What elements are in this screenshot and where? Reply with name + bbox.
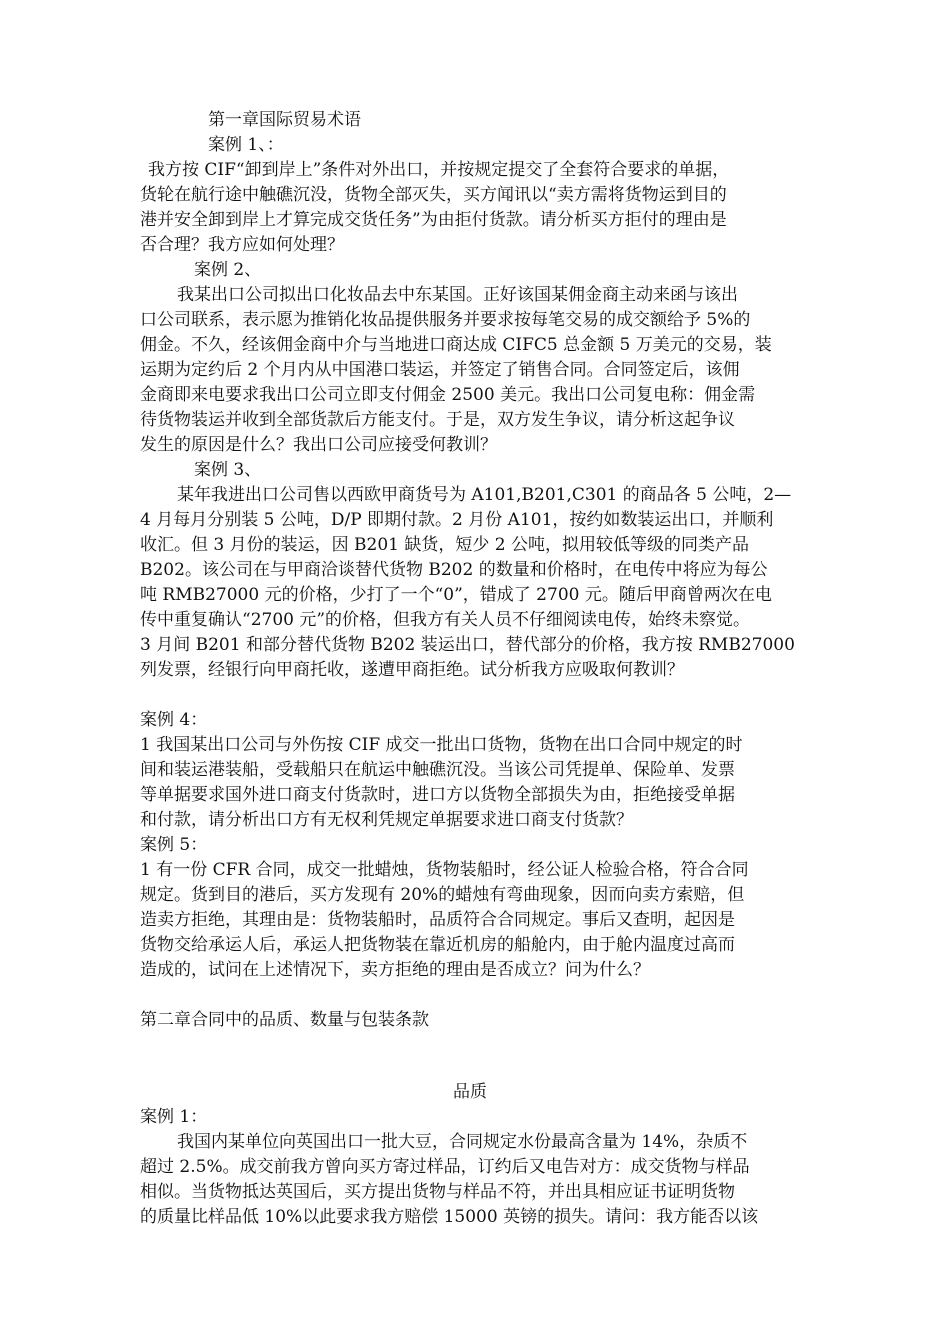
- case-3-line: 3 月间 B201 和部分替代货物 B202 装运出口，替代部分的价格，我方按 RMB27000: [140, 635, 795, 655]
- case-3-line: 4 月每月分别装 5 公吨，D/P 即期付款。2 月份 A101，按约如数装运出口，并顺利: [140, 510, 774, 530]
- case-1-line: 港并安全卸到岸上才算完成交货任务”为由拒付货款。请分析买方拒付的理由是: [140, 210, 727, 230]
- case-1-label: 案例 1、：: [208, 135, 284, 155]
- quality-case-1-line: 的质量比样品低 10%以此要求我方赔偿 15000 英镑的损失。请问：我方能否以该: [140, 1207, 759, 1227]
- case-4-line: 间和装运港装船，受载船只在航运中触礁沉没。当该公司凭提单、保险单、发票: [140, 760, 735, 780]
- case-3-line: B202。该公司在与甲商洽谈替代货物 B202 的数量和价格时，在电传中将应为每公: [140, 560, 768, 580]
- quality-case-1-label: 案例 1：: [140, 1107, 208, 1127]
- case-5-line: 1 有一份 CFR 合同，成交一批蜡烛，货物装船时，经公证人检验合格，符合合同: [140, 860, 749, 880]
- case-3-label: 案例 3、: [194, 460, 262, 480]
- case-4-line: 和付款，请分析出口方有无权利凭规定单据要求进口商支付货款？: [140, 810, 633, 830]
- quality-case-1-line: 我国内某单位向英国出口一批大豆，合同规定水份最高含量为 14%，杂质不: [177, 1132, 748, 1152]
- case-3-line: 收汇。但 3 月份的装运，因 B201 缺货，短少 2 公吨，拟用较低等级的同类产品: [140, 535, 749, 555]
- case-5-line: 造成的，试问在上述情况下，卖方拒绝的理由是否成立？问为什么？: [140, 960, 650, 980]
- case-3-line: 传中重复确认“2700 元”的价格，但我方有关人员不仔细阅读电传，始终未察觉。: [140, 610, 751, 630]
- chapter-1-title: 第一章国际贸易术语: [208, 110, 361, 130]
- quality-case-1-line: 超过 2.5%。成交前我方曾向买方寄过样品，订约后又电告对方：成交货物与样品: [140, 1157, 750, 1177]
- chapter-2-title: 第二章合同中的品质、数量与包装条款: [140, 1010, 429, 1030]
- quality-case-1-line: 相似。当货物抵达英国后，买方提出货物与样品不符，并出具相应证书证明货物: [140, 1182, 735, 1202]
- section-title-quality: 品质: [453, 1082, 487, 1102]
- case-5-line: 规定。货到目的港后，买方发现有 20%的蜡烛有弯曲现象，因而向卖方索赔，但: [140, 885, 745, 905]
- case-5-line: 造卖方拒绝，其理由是：货物装船时，品质符合合同规定。事后又查明，起因是: [140, 910, 735, 930]
- case-1-line: 我方按 CIF“卸到岸上”条件对外出口，并按规定提交了全套符合要求的单据，: [148, 160, 730, 180]
- blank-line: [140, 1033, 812, 1058]
- blank-line: [140, 683, 812, 708]
- case-2-line: 佣金。不久，经该佣金商中介与当地进口商达成 CIFC5 总金额 5 万美元的交易，装: [140, 335, 772, 355]
- blank-line: [140, 1058, 812, 1080]
- case-2-line: 金商即来电要求我出口公司立即支付佣金 2500 美元。我出口公司复电称：佣金需: [140, 385, 756, 405]
- case-2-line: 运期为定约后 2 个月内从中国港口装运，并签定了销售合同。合同签定后，该佣: [140, 360, 740, 380]
- case-5-line: 货物交给承运人后，承运人把货物装在靠近机房的船舱内，由于舱内温度过高而: [140, 935, 735, 955]
- case-1-line: 否合理？我方应如何处理？: [140, 235, 344, 255]
- case-3-line: 某年我进出口公司售以西欧甲商货号为 A101,B201,C301 的商品各 5 公吨，2—: [177, 485, 792, 505]
- case-3-line: 列发票，经银行向甲商托收，遂遭甲商拒绝。试分析我方应吸取何教训？: [140, 660, 684, 680]
- case-4-line: 1 我国某出口公司与外伤按 CIF 成交一批出口货物，货物在出口合同中规定的时: [140, 735, 743, 755]
- case-4-label: 案例 4：: [140, 710, 208, 730]
- case-3-line: 吨 RMB27000 元的价格，少打了一个“0”，错成了 2700 元。随后甲商曾两次在电: [140, 585, 772, 605]
- case-4-line: 等单据要求国外进口商支付货款时，进口方以货物全部损失为由，拒绝接受单据: [140, 785, 735, 805]
- case-2-line: 发生的原因是什么？我出口公司应接受何教训？: [140, 435, 497, 455]
- case-2-line: 待货物装运并收到全部货款后方能支付。于是，双方发生争议，请分析这起争议: [140, 410, 735, 430]
- blank-line: [140, 983, 812, 1008]
- case-1-line: 货轮在航行途中触礁沉没，货物全部灭失，买方闻讯以“卖方需将货物运到目的: [140, 185, 727, 205]
- case-2-label: 案例 2、: [194, 260, 262, 280]
- case-5-label: 案例 5：: [140, 835, 208, 855]
- case-2-line: 口公司联系，表示愿为推销化妆品提供服务并要求按每笔交易的成交额给予 5%的: [140, 310, 751, 330]
- case-2-line: 我某出口公司拟出口化妆品去中东某国。正好该国某佣金商主动来函与该出: [177, 285, 738, 305]
- document-page: [140, 108, 812, 1230]
